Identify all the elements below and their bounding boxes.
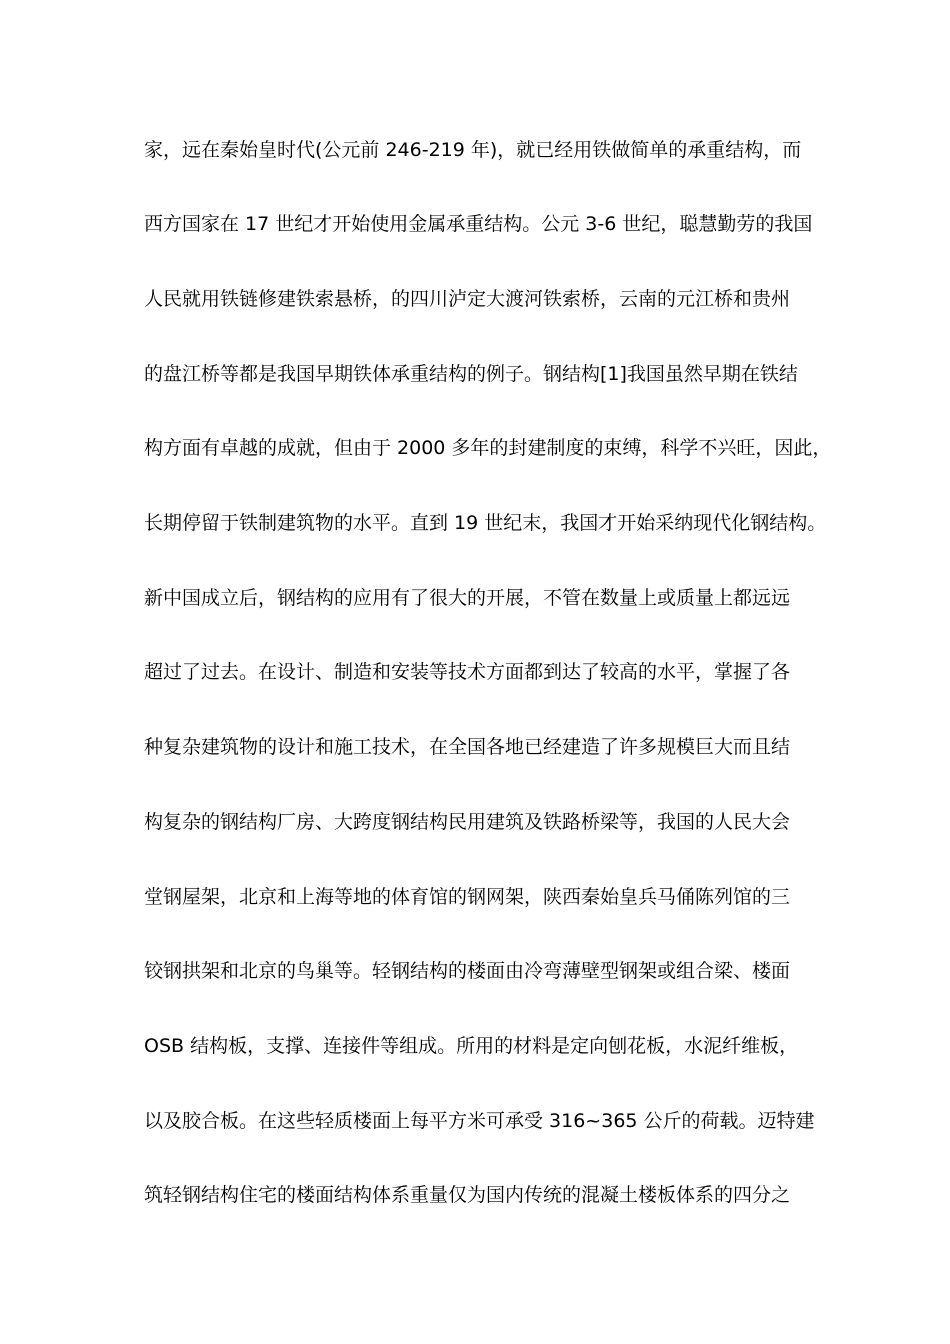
text-line-2: 西方国家在 17 世纪才开始使用金属承重结构。公元 3-6 世纪，聪慧勤劳的我国 [144, 213, 813, 235]
text-line-3: 人民就用铁链修建铁索悬桥，的四川泸定大渡河铁索桥，云南的元江桥和贵州 [144, 288, 791, 310]
text-line-14: 以及胶合板。在这些轻质楼面上每平方米可承受 316~365 公斤的荷载。迈特建 [144, 1110, 815, 1132]
text-line-13: OSB 结构板，支撑、连接件等组成。所用的材料是定向刨花板，水泥纤维板， [144, 1035, 799, 1057]
text-line-1: 家，远在秦始皇时代(公元前 246-219 年)，就已经用铁做简单的承重结构，而 [144, 139, 802, 161]
text-line-4: 的盘江桥等都是我国早期铁体承重结构的例子。钢结构[1]我国虽然早期在铁结 [144, 363, 798, 385]
text-line-8: 超过了过去。在设计、制造和安装等技术方面都到达了较高的水平，掌握了各 [144, 661, 791, 683]
text-line-7: 新中国成立后，钢结构的应用有了很大的开展，不管在数量上或质量上都远远 [144, 587, 791, 609]
text-line-15: 筑轻钢结构住宅的楼面结构体系重量仅为国内传统的混凝土楼板体系的四分之 [144, 1184, 791, 1206]
text-line-9: 种复杂建筑物的设计和施工技术，在全国各地已经建造了许多规模巨大而且结 [144, 736, 791, 758]
text-line-11: 堂钢屋架，北京和上海等地的体育馆的钢网架，陕西秦始皇兵马俑陈列馆的三 [144, 886, 791, 908]
text-line-5: 构方面有卓越的成就，但由于 2000 多年的封建制度的束缚，科学不兴旺，因此， [144, 437, 832, 459]
text-line-6: 长期停留于铁制建筑物的水平。直到 19 世纪末，我国才开始采纳现代化钢结构。 [144, 512, 827, 534]
text-line-12: 铰钢拱架和北京的鸟巢等。轻钢结构的楼面由冷弯薄壁型钢架或组合梁、楼面 [144, 960, 791, 982]
text-line-10: 构复杂的钢结构厂房、大跨度钢结构民用建筑及铁路桥梁等，我国的人民大会 [144, 811, 791, 833]
